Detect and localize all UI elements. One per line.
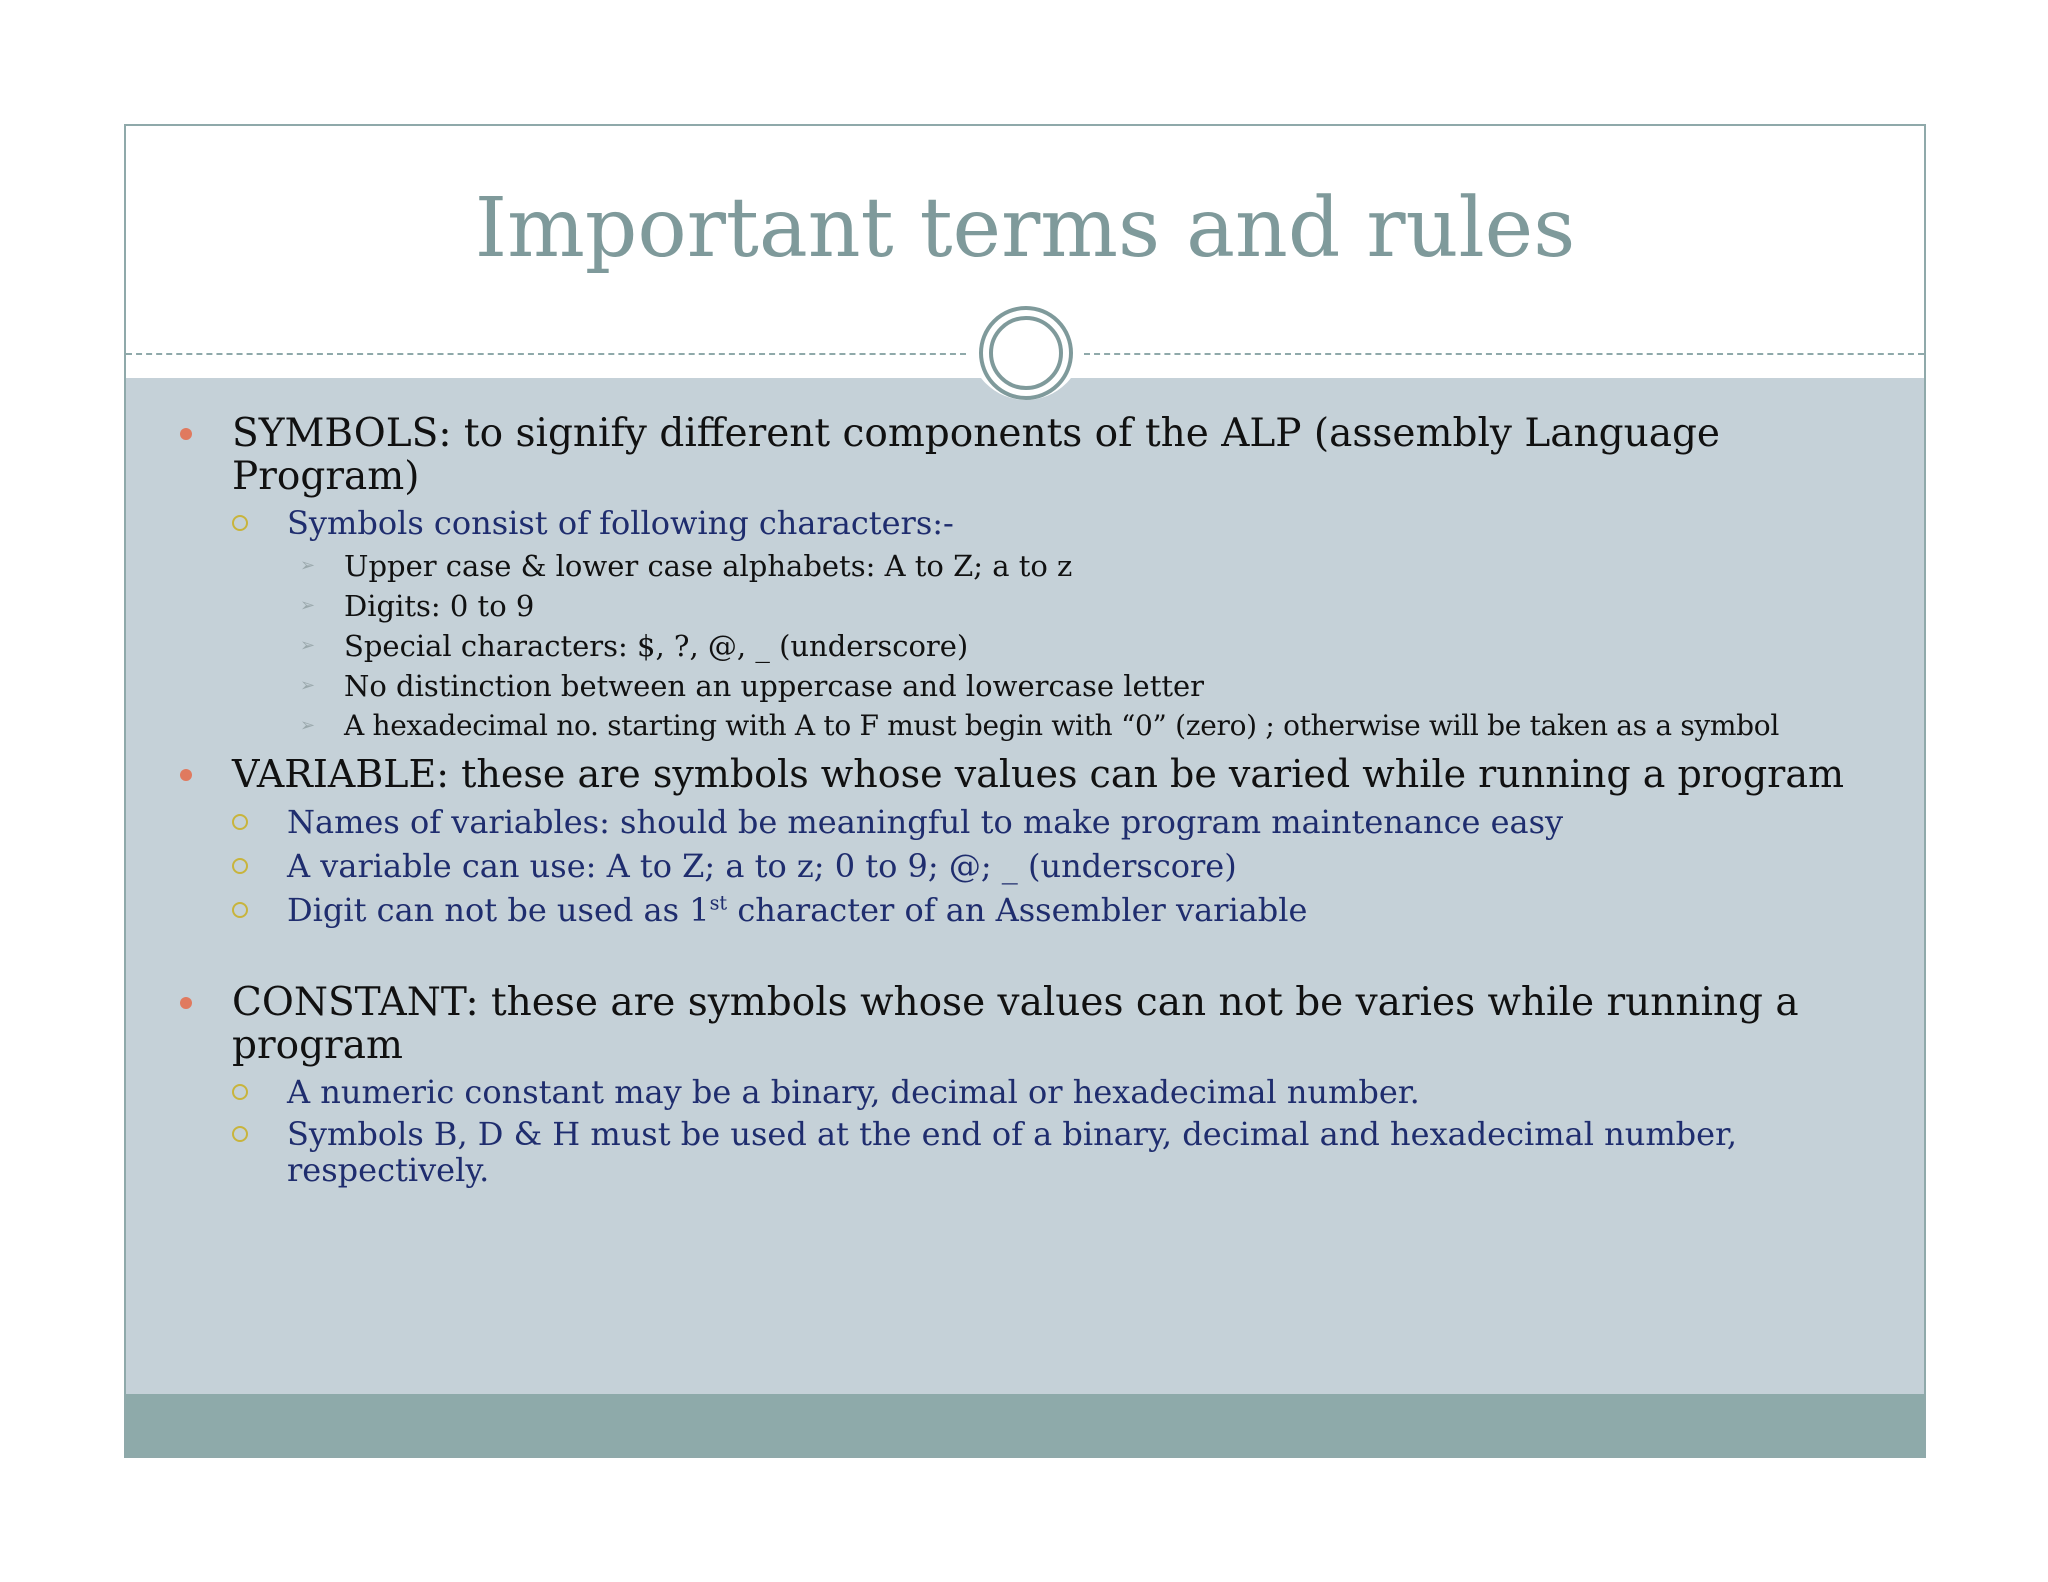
sub-list-item-text: No distinction between an uppercase and lowercase letter bbox=[344, 669, 1205, 703]
list-item bbox=[287, 848, 1847, 884]
list-item-text: A numeric constant may be a binary, decimal or hexadecimal number. bbox=[287, 1073, 1420, 1111]
section-variable bbox=[232, 753, 1912, 796]
bullet-circle-icon bbox=[232, 515, 248, 531]
bullet-circle-icon bbox=[232, 902, 248, 918]
sub-list-item bbox=[300, 549, 1073, 583]
list-item bbox=[287, 892, 1847, 928]
list-item bbox=[287, 1116, 1847, 1188]
slide-title: Important terms and rules bbox=[474, 181, 1576, 276]
bullet-circle-icon bbox=[232, 1084, 248, 1100]
sub-list-item bbox=[300, 629, 969, 663]
list-item-text: character of an Assembler variable bbox=[727, 891, 1308, 929]
circle-ornament-inner bbox=[989, 316, 1063, 390]
bullet-dot-icon bbox=[180, 769, 192, 781]
bullet-arrow-icon: ➢ bbox=[300, 675, 316, 696]
sub-list-item bbox=[300, 669, 1205, 703]
bullet-arrow-icon: ➢ bbox=[300, 715, 315, 736]
section-constant bbox=[232, 981, 1852, 1067]
sub-list-item-text: Digits: 0 to 9 bbox=[344, 589, 535, 623]
footer-bar bbox=[126, 1394, 1924, 1456]
bullet-arrow-icon: ➢ bbox=[300, 555, 316, 576]
list-item-text: Names of variables: should be meaningful to make program maintenance easy bbox=[287, 803, 1564, 841]
bullet-circle-icon bbox=[232, 858, 248, 874]
sub-list-item bbox=[300, 589, 535, 623]
bullet-dot-icon bbox=[180, 428, 192, 440]
section-symbols bbox=[232, 412, 1852, 498]
list-item-text: A variable can use: A to Z; a to z; 0 to 9; @; _ (underscore) bbox=[287, 847, 1237, 885]
list-item-text: Symbols B, D & H must be used at the end of a binary, decimal and hexadecimal number, respectively. bbox=[287, 1115, 1738, 1189]
ordinal-superscript: st bbox=[709, 891, 728, 915]
bullet-circle-icon bbox=[232, 814, 248, 830]
sub-list-item bbox=[300, 709, 1780, 743]
section-heading: CONSTANT: these are symbols whose values can not be varies while running a program bbox=[232, 980, 1799, 1068]
circle-ornament-icon bbox=[979, 306, 1073, 400]
sub-list-item-text: A hexadecimal no. starting with A to F must begin with “0” (zero) ; otherwise will be taken as a symbol bbox=[344, 709, 1780, 742]
sub-list-item-text: Upper case & lower case alphabets: A to Z; a to z bbox=[344, 549, 1073, 583]
sub-list-item-text: Special characters: $, ?, @, _ (underscore) bbox=[344, 629, 969, 663]
list-item bbox=[287, 804, 1847, 840]
list-item bbox=[287, 1074, 1847, 1110]
slide bbox=[124, 124, 1926, 1458]
bullet-dot-icon bbox=[180, 997, 192, 1009]
section-heading: VARIABLE: these are symbols whose values can be varied while running a program bbox=[232, 752, 1845, 796]
list-item-text: Digit can not be used as 1 bbox=[287, 891, 710, 929]
list-item bbox=[287, 505, 1847, 541]
title-divider-right bbox=[1084, 353, 1924, 355]
bullet-arrow-icon: ➢ bbox=[300, 635, 316, 656]
bullet-circle-icon bbox=[232, 1126, 248, 1142]
title-divider-left bbox=[126, 353, 966, 355]
list-item-text: Symbols consist of following characters:- bbox=[287, 504, 954, 542]
bullet-arrow-icon: ➢ bbox=[300, 595, 316, 616]
section-heading: SYMBOLS: to signify different components of the ALP (assembly Language Program) bbox=[232, 411, 1720, 499]
